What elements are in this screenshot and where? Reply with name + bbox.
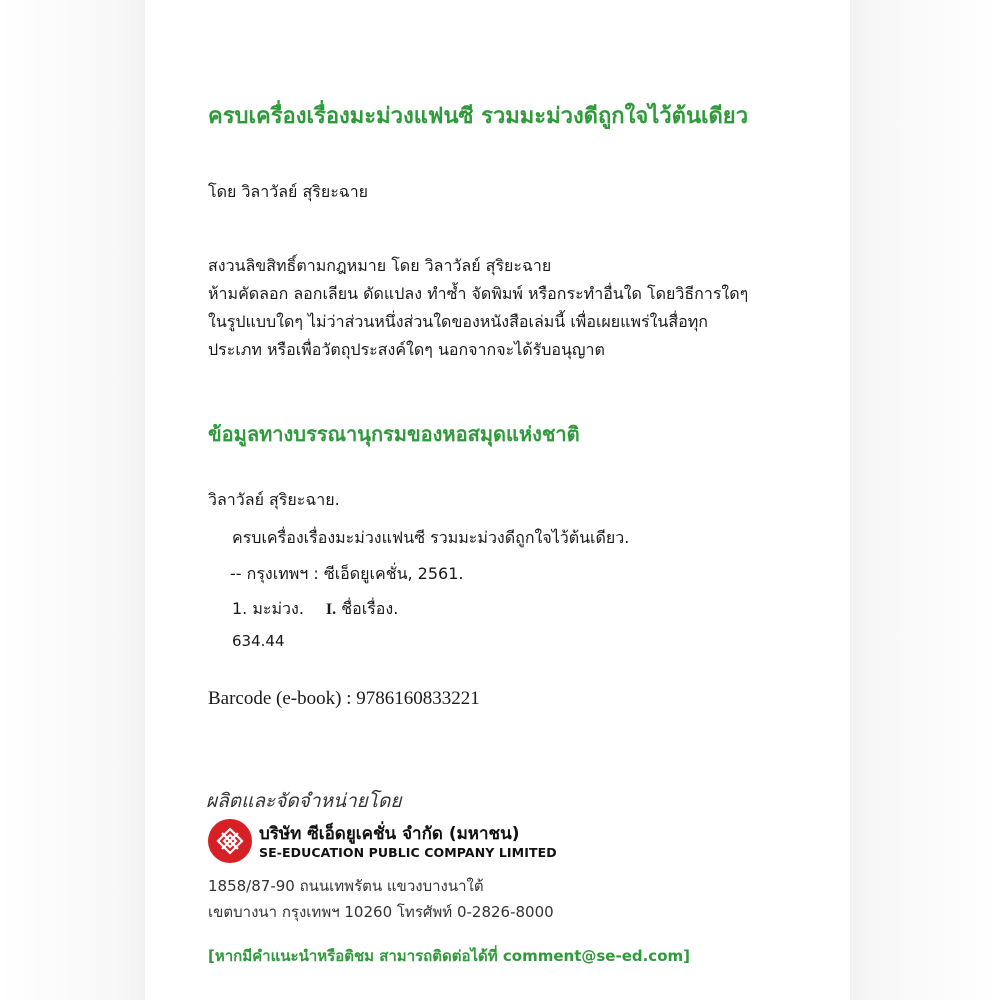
- produced-by-label: ผลิตและจัดจำหน่ายโดย: [206, 790, 402, 812]
- copyright-line: ห้ามคัดลอก ลอกเลียน ดัดแปลง ทำซ้ำ จัดพิมพ์ หรือกระทำอื่นใด โดยวิธีการใดๆ: [208, 284, 749, 303]
- se-ed-logo-icon: [208, 819, 252, 863]
- publisher-name-thai: บริษัท ซีเอ็ดยูเคชั่น จำกัด (มหาชน): [259, 824, 520, 844]
- copyright-line: สงวนลิขสิทธิ์ตามกฎหมาย โดย วิลาวัลย์ สุริยะฉาย: [208, 256, 552, 275]
- catalog-subject-roman: I.: [325, 601, 337, 618]
- page-margin-right: [850, 0, 1000, 1000]
- contact-note: [หากมีคำแนะนำหรือติชม สามารถติดต่อได้ที่ comment@se-ed.com]: [208, 947, 690, 965]
- page-margin-left: [0, 0, 145, 1000]
- publisher-name-english: SE-EDUCATION PUBLIC COMPANY LIMITED: [259, 845, 557, 860]
- author-line: โดย วิลาวัลย์ สุริยะฉาย: [208, 182, 369, 201]
- copyright-notice: [208, 252, 748, 364]
- catalog-subjects: [232, 597, 398, 622]
- catalog-heading: ข้อมูลทางบรรณานุกรมของหอสมุดแห่งชาติ: [208, 422, 580, 446]
- catalog-title: ครบเครื่องเรื่องมะม่วงแฟนซี รวมมะม่วงดีถูกใจไว้ต้นเดียว.: [232, 528, 630, 547]
- book-title: ครบเครื่องเรื่องมะม่วงแฟนซี รวมมะม่วงดีถูกใจไว้ต้นเดียว: [208, 104, 749, 129]
- catalog-author: วิลาวัลย์ สุริยะฉาย.: [208, 490, 340, 509]
- catalog-subject-1: 1. มะม่วง.: [232, 599, 304, 618]
- catalog-imprint: -- กรุงเทพฯ : ซีเอ็ดยูเคชั่น, 2561.: [230, 564, 464, 583]
- catalog-classification: 634.44: [232, 632, 285, 650]
- publisher-address-line-2: เขตบางนา กรุงเทพฯ 10260 โทรศัพท์ 0-2826-8000: [208, 903, 554, 921]
- publisher-address-line-1: 1858/87-90 ถนนเทพรัตน แขวงบางนาใต้: [208, 877, 484, 895]
- copyright-line: ในรูปแบบใดๆ ไม่ว่าส่วนหนึ่งส่วนใดของหนังสือเล่มนี้ เพื่อเผยแพร่ในสื่อทุก: [208, 312, 708, 331]
- barcode-line: Barcode (e-book) : 9786160833221: [208, 688, 480, 709]
- catalog-subject-2: ชื่อเรื่อง.: [341, 599, 399, 618]
- copyright-line: ประเภท หรือเพื่อวัตถุประสงค์ใดๆ นอกจากจะได้รับอนุญาต: [208, 340, 605, 359]
